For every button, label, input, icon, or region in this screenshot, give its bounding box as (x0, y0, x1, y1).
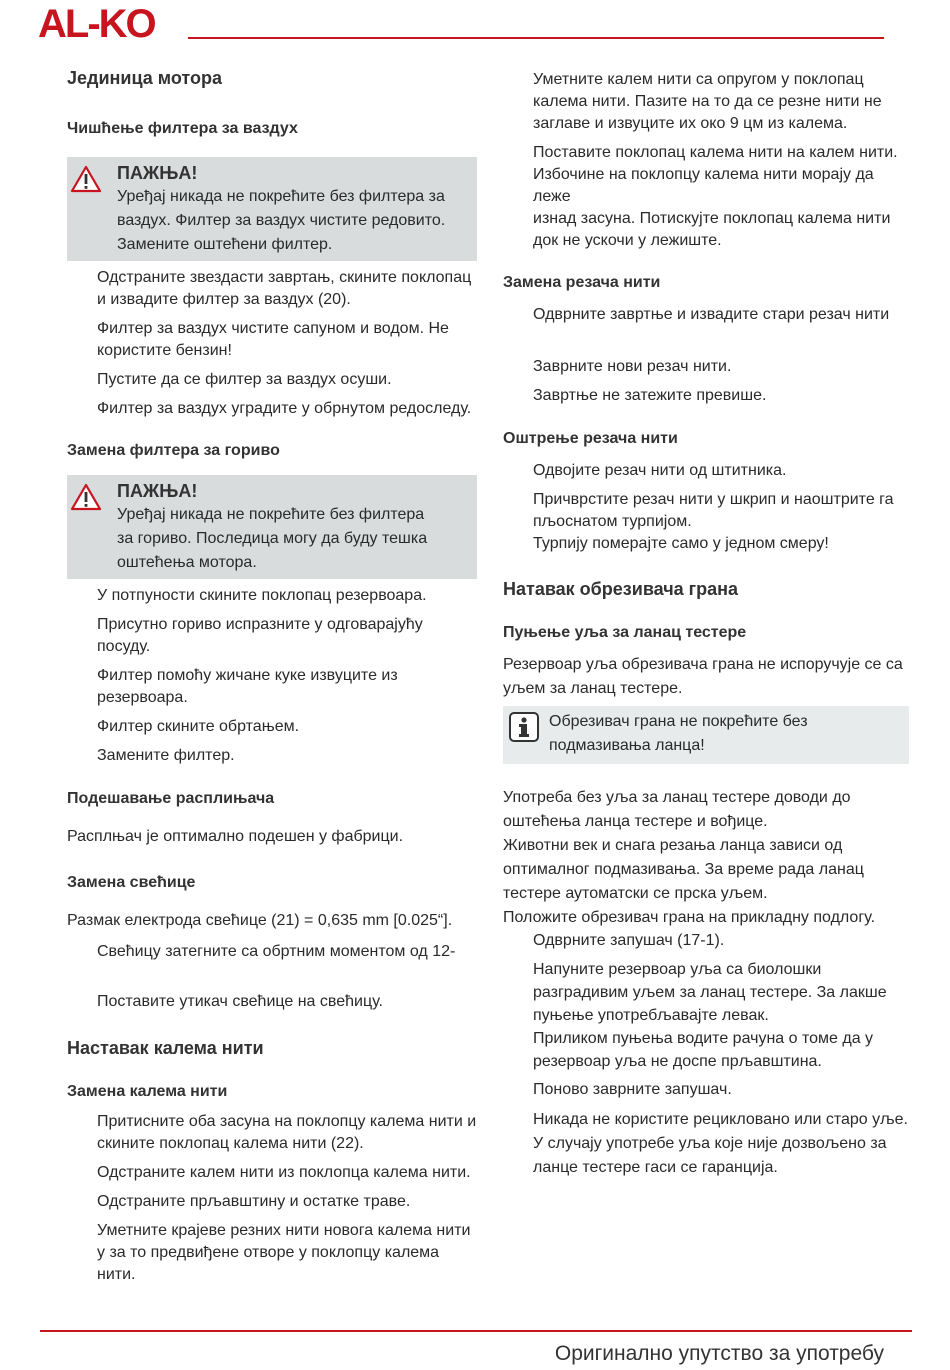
step-line: Одстраните звездасти завртањ, скините поклопац (97, 269, 472, 286)
section-heading-pruner: Натавак обрезивача грана (503, 579, 739, 599)
step-line: Уметните калем нити са опругом у поклопац (533, 71, 864, 88)
warning-line: оштећења мотора. (117, 554, 257, 571)
step-line: Поставите утикач свећице на свећицу. (97, 993, 383, 1010)
subheading-carburetor: Подешавање расплињача (67, 790, 275, 807)
section-heading-engine: Јединица мотора (67, 68, 222, 88)
header-rule (188, 37, 884, 39)
left-column (67, 66, 477, 1286)
info-line: Обрезивач грана не покрећите без (549, 713, 808, 730)
step-line: Филтер за ваздух чистите сапуном и водом. Не (97, 320, 449, 337)
step-line: Замените филтер. (97, 747, 235, 764)
step-line: разградивим уљем за ланац тестере. За лакше (533, 984, 887, 1001)
section-heading-spool: Наставак калема нити (67, 1038, 264, 1058)
step-line: Пустите да се филтер за ваздух осуши. (97, 371, 392, 388)
warning-title: ПАЖЊА! (117, 481, 198, 501)
step-line: пуњење употребљавајте левак. (533, 1007, 769, 1024)
paragraph-line: уљем за ланац тестере. (503, 680, 683, 697)
right-column (503, 69, 913, 1180)
paragraph-line: оптималног подмазивања. За време рада ланац (503, 861, 864, 878)
step-line: Причврстите резач нити у шкрип и наоштрите га (533, 491, 894, 508)
step-line: У случају употребе уља које није дозвољено за (533, 1135, 887, 1152)
subheading-spark-plug: Замена свећице (67, 874, 196, 891)
paragraph-line: Резервоар уља обрезивача грана не испоручује се са (503, 656, 903, 673)
step-line: резервоара. (97, 689, 188, 706)
paragraph-line: оштећења ланца тестере и вођице. (503, 813, 768, 830)
subheading-fuel-filter: Замена филтера за гориво (67, 442, 280, 459)
step-line: Филтер помоћу жичане куке извуците из (97, 667, 398, 684)
step-line: Одвојите резач нити од штитника. (533, 462, 787, 479)
footer-rule (40, 1330, 912, 1332)
step-line: Турпију померајте само у једном смеру! (533, 535, 829, 552)
step-line: посуду. (97, 638, 151, 655)
step-line: док не ускочи у лежиште. (533, 232, 722, 249)
logo-text: AL-KO (38, 4, 155, 42)
subheading-cutter-sharpen: Оштрење резача нити (503, 430, 678, 447)
warning-line: ваздух. Филтер за ваздух чистите редовито. (117, 212, 446, 229)
subheading-cutter-replace: Замена резача нити (503, 274, 661, 291)
step-line: Филтер за ваздух уградите у обрнутом редоследу. (97, 400, 472, 417)
step-line: Никада не користите рецикловано или старо уље. (533, 1111, 908, 1128)
step-line: користите бензин! (97, 342, 232, 359)
step-line: Поново заврните запушач. (533, 1081, 732, 1098)
step-line: Присутно гориво испразните у одговарајућу (97, 616, 423, 633)
step-line: заглаве и извуците их око 9 цм из калема. (533, 115, 848, 132)
warning-triangle-icon (70, 165, 102, 193)
step-line: Избочине на поклопцу калема нити морају да леже (533, 166, 874, 205)
warning-line: Уређај никада не покрећите без филтера за (117, 188, 445, 205)
step-line: Одстраните прљавштину и остатке траве. (97, 1193, 411, 1210)
step-line: Завртње не затежите превише. (533, 387, 767, 404)
step-line: нити. (97, 1266, 136, 1283)
step-line: у за то предвиђене отворе у поклопцу калема (97, 1244, 440, 1261)
subheading-spool-replace: Замена калема нити (67, 1083, 228, 1100)
step-line: скините поклопац калема нити (22). (97, 1135, 364, 1152)
step-line: У потпуности скините поклопац резервоара. (97, 587, 427, 604)
step-line: Притисните оба засуна на поклопцу калема нити и (97, 1113, 477, 1130)
step-line: Филтер скините обртањем. (97, 718, 300, 735)
step-line: Одврните завртње и извадите стари резач нити (533, 306, 890, 323)
step-line: пљоснатом турпијом. (533, 513, 692, 530)
paragraph-line: Животни век и снага резања ланца зависи од (503, 837, 843, 854)
step-line: ланце тестере гаси се гаранција. (533, 1159, 778, 1176)
subheading-oil-fill: Пуњење уља за ланац тестере (503, 624, 747, 641)
warning-box-fuel-filter (67, 475, 477, 579)
paragraph: Расплњач је оптимално подешен у фабрици. (67, 828, 404, 845)
footer-title: Оригинално упутство за употребу (554, 1342, 884, 1365)
step-line: и извадите филтер за ваздух (20). (97, 291, 351, 308)
warning-line: за гориво. Последица могу да буду тешка (117, 530, 428, 547)
step-line: резервоар уља не доспе прљавштина. (533, 1053, 822, 1070)
warning-line: Уређај никада не покрећите без филтера (117, 506, 425, 523)
step-line: Поставите поклопац калема нити на калем нити. (533, 144, 898, 161)
step-line: Уметните крајеве резних нити новога калема нити (97, 1222, 471, 1239)
step-line: Одврните запушач (17-1). (533, 932, 725, 949)
paragraph: Размак електрода свећице (21) = 0,635 mm [0.025“]. (67, 912, 453, 929)
info-box (503, 706, 909, 764)
step-line: Заврните нови резач нити. (533, 358, 732, 375)
step-line: Приликом пуњења водите рачуна о томе да у (533, 1030, 874, 1047)
step-line: Напуните резервоар уља са биолошки (533, 961, 822, 978)
paragraph-line: Употреба без уља за ланац тестере доводи до (503, 789, 851, 806)
warning-line: Замените оштећени филтер. (117, 236, 333, 253)
paragraph-line: Положите обрезивач грана на прикладну подлогу. (503, 909, 876, 926)
step-line: изнад засуна. Потискујте поклопац калема нити (533, 210, 891, 227)
step-line: калема нити. Пазите на то да се резне нити не (533, 93, 882, 110)
step-line: Свећицу затегните са обртним моментом од 12- (97, 943, 456, 960)
subheading-air-filter: Чишћење филтера за ваздух (67, 120, 298, 137)
info-icon (509, 712, 539, 742)
alko-logo (38, 4, 180, 42)
info-line: подмазивања ланца! (549, 737, 705, 754)
warning-triangle-icon (70, 483, 102, 511)
warning-title: ПАЖЊА! (117, 163, 198, 183)
step-line: Одстраните калем нити из поклопца калема нити. (97, 1164, 471, 1181)
paragraph-line: тестере аутоматски се прска уљем. (503, 885, 768, 902)
warning-box-air-filter (67, 157, 477, 261)
